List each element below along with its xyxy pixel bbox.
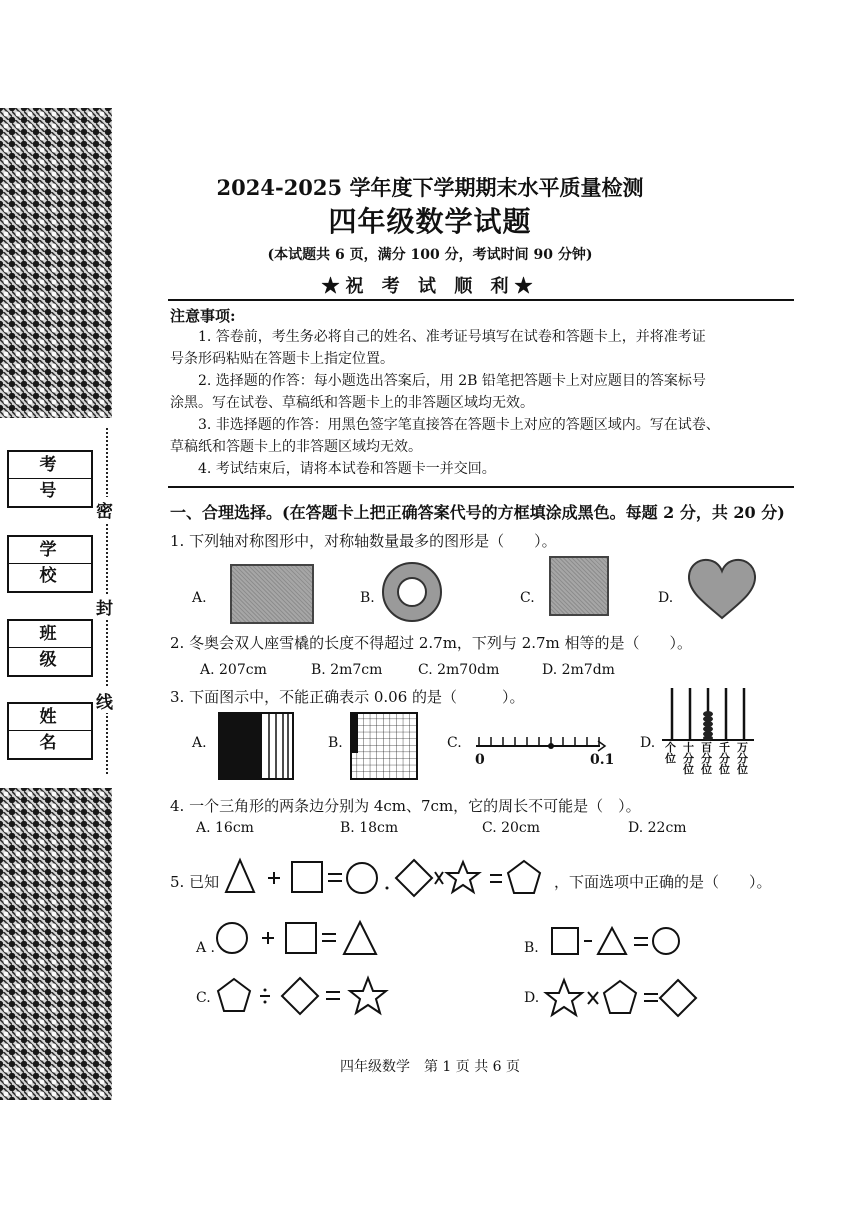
q2-option-a: A. 207cm: [200, 662, 267, 678]
question-1: 1. 下列轴对称图形中，对称轴数量最多的图形是（ ）。: [170, 532, 557, 550]
good-luck-banner: ★祝 考 试 顺 利★: [321, 276, 539, 297]
class-label: 班 级: [9, 621, 91, 648]
q3-grid-model: [350, 712, 418, 780]
name-label: 姓 名: [9, 704, 91, 731]
school-label: 学 校: [9, 537, 91, 564]
notice-heading: 注意事项:: [170, 307, 236, 325]
q3-label-b: B.: [328, 735, 343, 751]
q5-option-d-figure: [546, 976, 696, 1020]
exam-subtitle: 四年级数学试题: [328, 205, 532, 238]
notice-line: 草稿纸和答题卡上的非答题区域均无效。: [170, 439, 422, 455]
q3-label-a: A.: [192, 735, 207, 751]
q3-abacus: [660, 686, 756, 742]
school-box[interactable]: [7, 535, 93, 593]
q5-option-a-figure: [214, 918, 388, 960]
notice-rule: [168, 486, 794, 488]
q4-option-a: A. 16cm: [196, 820, 254, 836]
notice-line: 涂黑。写在试卷、草稿纸和答题卡上的非答题区域均无效。: [170, 395, 534, 411]
q2-option-c: C. 2m70dm: [418, 662, 500, 678]
q3-place-tenths: 十分位: [683, 741, 694, 776]
page-footer: 四年级数学 第 1 页 共 6 页: [339, 1059, 521, 1075]
question-5-prefix: 5. 已知: [170, 873, 220, 891]
question-5-suffix: ，下面选项中正确的是（ ）。: [554, 873, 772, 891]
question-4: 4. 一个三角形的两条边分别为 4cm、7cm，它的周长不可能是（ ）。: [170, 797, 641, 815]
q2-option-d: D. 2m7dm: [542, 662, 615, 678]
q2-option-b: B. 2m7cm: [311, 662, 383, 678]
q1-label-c: C.: [520, 590, 535, 606]
q5-label-b: B.: [524, 940, 539, 956]
exam-info: (本试题共 6 页，满分 100 分，考试时间 90 分钟): [267, 247, 593, 263]
q5-label-d: D.: [524, 990, 540, 1006]
q3-axis-one-tenth: 0.1: [590, 752, 615, 768]
class-box[interactable]: [7, 619, 93, 677]
notice-line: 4. 考试结束后，请将本试卷和答题卡一并交回。: [198, 461, 496, 477]
notice-line: 1. 答卷前，考生务必将自己的姓名、准考证号填写在试卷和答题卡上，并将准考证: [198, 329, 706, 345]
q3-place-ten-thousandths: 万分位: [737, 741, 748, 776]
q3-number-line: [474, 730, 606, 772]
binding-pattern-bottom: [0, 788, 112, 1100]
question-2: 2. 冬奥会双人座雪橇的长度不得超过 2.7m，下列与 2.7m 相等的是（ ）。: [170, 634, 693, 652]
seal-char-xian: 线: [96, 688, 113, 713]
q5-option-c-figure: [216, 974, 390, 1020]
q4-option-c: C. 20cm: [482, 820, 541, 836]
q1-label-a: A.: [192, 590, 207, 606]
seal-char-feng: 封: [96, 594, 113, 619]
q3-axis-zero: 0: [475, 752, 485, 768]
header-rule: [168, 299, 794, 301]
question-3: 3. 下面图示中，不能正确表示 0.06 的是（ ）。: [170, 688, 525, 706]
q5-label-a: A .: [196, 940, 216, 956]
notice-line: 3. 非选择题的作答：用黑色签字笔直接答在答题卡上对应的答题区域内。写在试卷、: [198, 417, 720, 433]
q5-given-equations: [224, 856, 554, 902]
q1-heart-shape: [686, 558, 758, 622]
q3-place-thousandths: 千分位: [719, 741, 730, 776]
seal-char-mi: 密: [96, 497, 113, 522]
q3-place-hundredths: 百分位: [701, 741, 712, 776]
exam-title: 2024-2025 学年度下学期期末水平质量检测: [216, 175, 644, 200]
q1-label-d: D.: [658, 590, 674, 606]
q5-option-b-figure: [550, 924, 690, 960]
q1-rectangle-shape: [230, 564, 314, 624]
q3-label-d: D.: [640, 735, 656, 751]
notice-line: 号条形码粘贴在答题卡上指定位置。: [170, 351, 394, 367]
q4-option-b: B. 18cm: [340, 820, 399, 836]
q3-strip-model: [218, 712, 294, 780]
q4-option-d: D. 22cm: [628, 820, 687, 836]
notice-line: 2. 选择题的作答：每小题选出答案后，用 2B 铅笔把答题卡上对应题目的答案标号: [198, 373, 706, 389]
exam-number-box[interactable]: [7, 450, 93, 508]
q3-place-ones: 个位: [665, 741, 676, 765]
q1-square-shape: [549, 556, 609, 616]
q1-ring-shape: [380, 560, 444, 624]
section-1-title: 一、合理选择。(在答题卡上把正确答案代号的方框填涂成黑色。每题 2 分，共 20 分): [170, 503, 785, 522]
q5-label-c: C.: [196, 990, 211, 1006]
exam-number-label: 考 号: [9, 452, 91, 479]
q3-label-c: C.: [447, 735, 462, 751]
name-box[interactable]: [7, 702, 93, 760]
q1-label-b: B.: [360, 590, 375, 606]
